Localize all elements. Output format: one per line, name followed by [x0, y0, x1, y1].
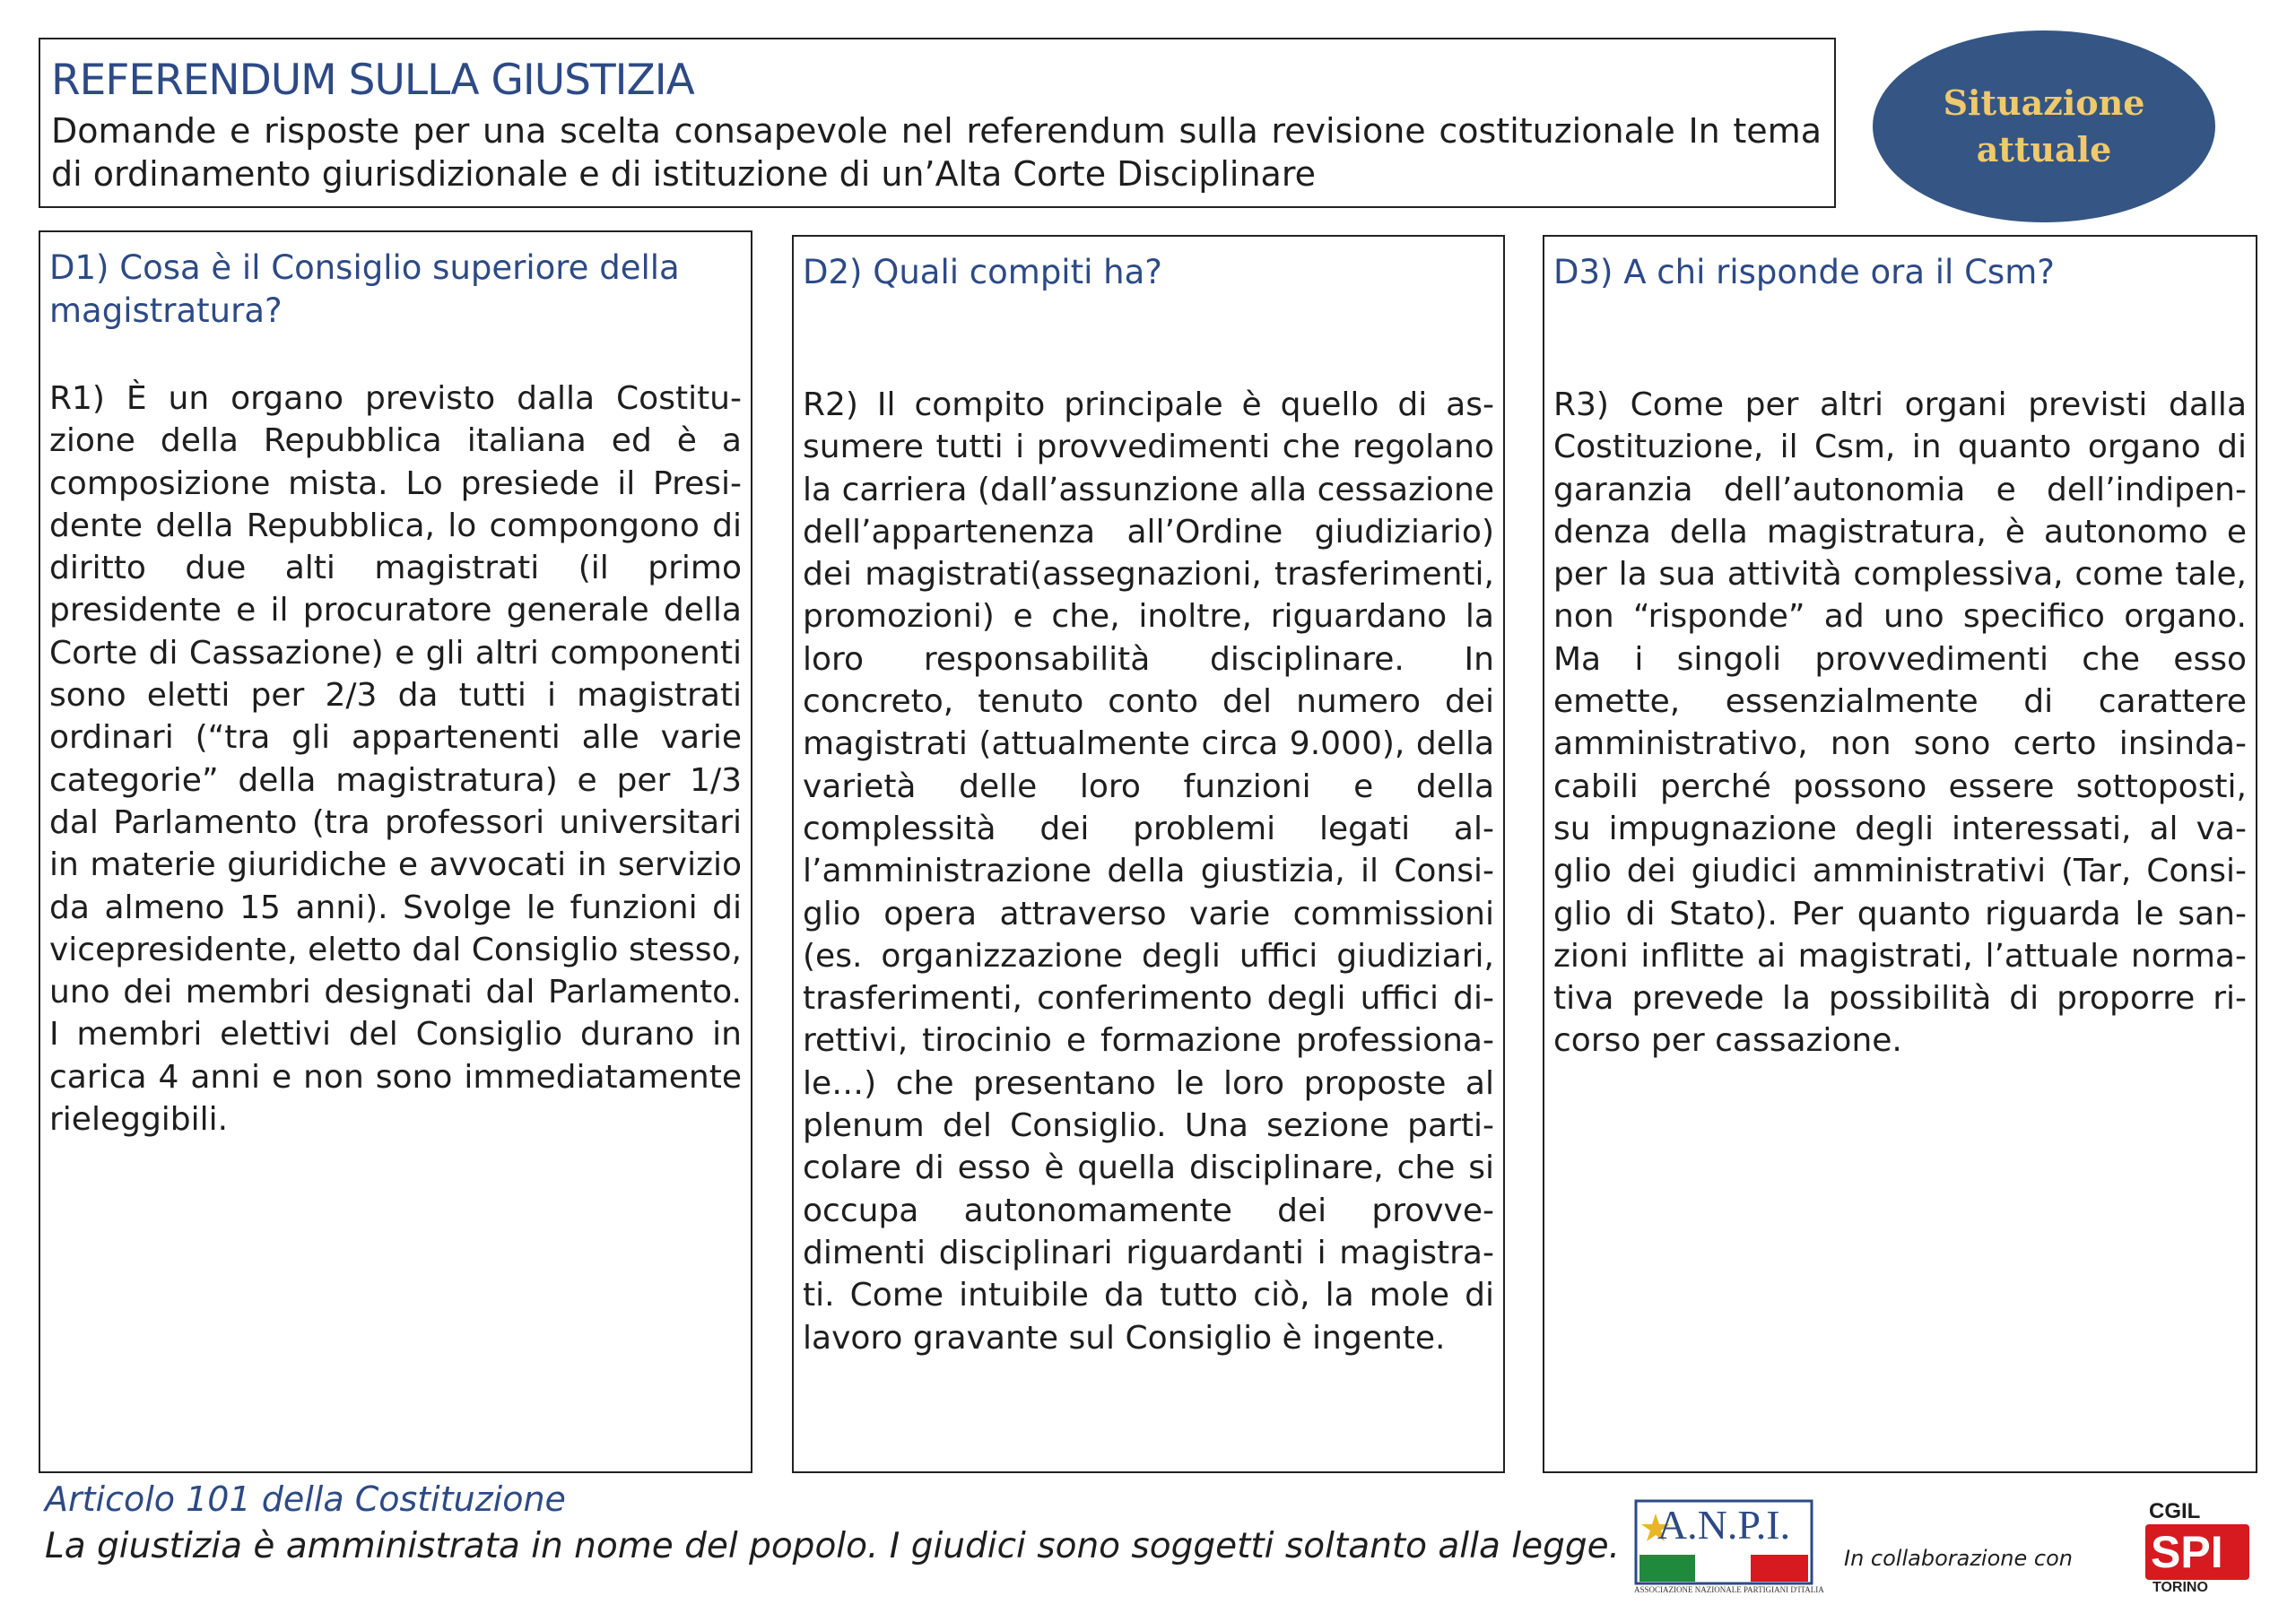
article-text: La giustizia è amministrata in nome del popolo. I giudici sono soggetti soltanto alla legge. — [45, 1526, 1620, 1566]
cgil-spi-logo — [2140, 1499, 2255, 1600]
torino-label: TORINO — [2152, 1580, 2208, 1595]
spi-label: SPI — [2151, 1527, 2223, 1577]
question-3: D3) A chi risponde ora il Csm? — [1553, 253, 2055, 291]
anpi-logo — [1634, 1499, 1824, 1607]
anpi-subtitle: ASSOCIAZIONE NAZIONALE PARTIGIANI D'ITALIA — [1634, 1585, 1824, 1594]
answer-2: R2) Il compito principale è quello di assumere tutti i provvedimenti che regolano la carriera (dall’assunzione alla cessazione dell’appartenenza all’Ordine giudiziario) dei magistrati(assegnazioni, trasferimenti, promozioni) e che, inoltre, riguardano la loro responsabilità disciplinare. In concreto, tenuto conto del numero dei magistrati (attualmente circa 9.000), della varietà delle loro funzioni e della complessità dei problemi legati all’amministrazione della giustizia, il Consiglio opera attraverso varie commissioni (es. organizzazione degli uffici giudiziari, trasferimenti, conferimento degli uffici direttivi, tirocinio e formazione professionale…) che presentano le loro proposte al plenum del Consiglio. Una sezione particolare di esso è quella disciplinare, che si occupa autonomamente dei provvedimenti disciplinari riguardanti i magistrati. Come intuibile da tutto ciò, la mole di lavoro gravante sul Consiglio è ingente. — [803, 386, 1494, 1357]
anpi-label: A.N.P.I. — [1657, 1502, 1791, 1548]
cgil-label: CGIL — [2149, 1499, 2201, 1523]
answer-3: R3) Come per altri organi previsti dalla Costituzione, il Csm, in quanto organo di garanzia dell’autonomia e dell’indipendenza della magistratura, è autonomo e per la sua attività complessiva, come tale, non “risponde” ad uno specifico organo. Ma i singoli provvedimenti che esso emette, essenzialmente di carattere amministrativo, non sono certo insindacabili perché possono essere sottoposti, su impugnazione degli interessati, al vaglio dei giudici amministrativi (Tar, Consiglio di Stato). Per quanto riguarda le sanzioni inflitte ai magistrati, l’attuale normativa prevede la possibilità di proporre ricorso per cassazione. — [1553, 386, 2247, 1060]
collaboration-text: In collaborazione con — [1844, 1546, 2073, 1571]
question-2: D2) Quali compiti ha? — [803, 253, 1162, 291]
question-1: D1) Cosa è il Consiglio superiore della magistratura? — [49, 248, 680, 330]
status-badge-label: Situazione attuale — [1943, 82, 2145, 169]
qa-column-2 — [792, 235, 1505, 1473]
answer-1: R1) È un organo previsto dalla Costituzione della Repubblica italiana ed è a composizione mista. Lo presiede il Presidente della Repubblica, lo compongono di diritto due alti magistrati (il primo presidente e il procuratore generale della Corte di Cassazione) e gli altri componenti sono eletti per 2/3 da tutti i magistrati ordinari (“tra gli appartenenti alle varie categorie” della magistratura) e per 1/3 dal Parlamento (tra professori universitari in materie giuridiche e avvocati in servizio da almeno 15 anni). Svolge le funzioni di vicepresidente, eletto dal Consiglio stesso, uno dei membri designati dal Parlamento. I membri elettivi del Consiglio durano in carica 4 anni e non sono immediatamente rieleggibili. — [49, 380, 742, 1139]
page-subtitle: Domande e risposte per una scelta consapevole nel referendum sulla revisione costituzionale In tema di ordinamento giurisdizionale e di istituzione di un’Alta Corte Disciplinare — [51, 111, 1822, 194]
status-badge — [1873, 30, 2215, 222]
header-box — [39, 38, 1836, 208]
qa-column-1 — [39, 230, 752, 1473]
qa-column-3 — [1543, 235, 2257, 1473]
page-title: REFERENDUM SULLA GIUSTIZIA — [51, 56, 694, 105]
article-title: Articolo 101 della Costituzione — [45, 1479, 566, 1519]
